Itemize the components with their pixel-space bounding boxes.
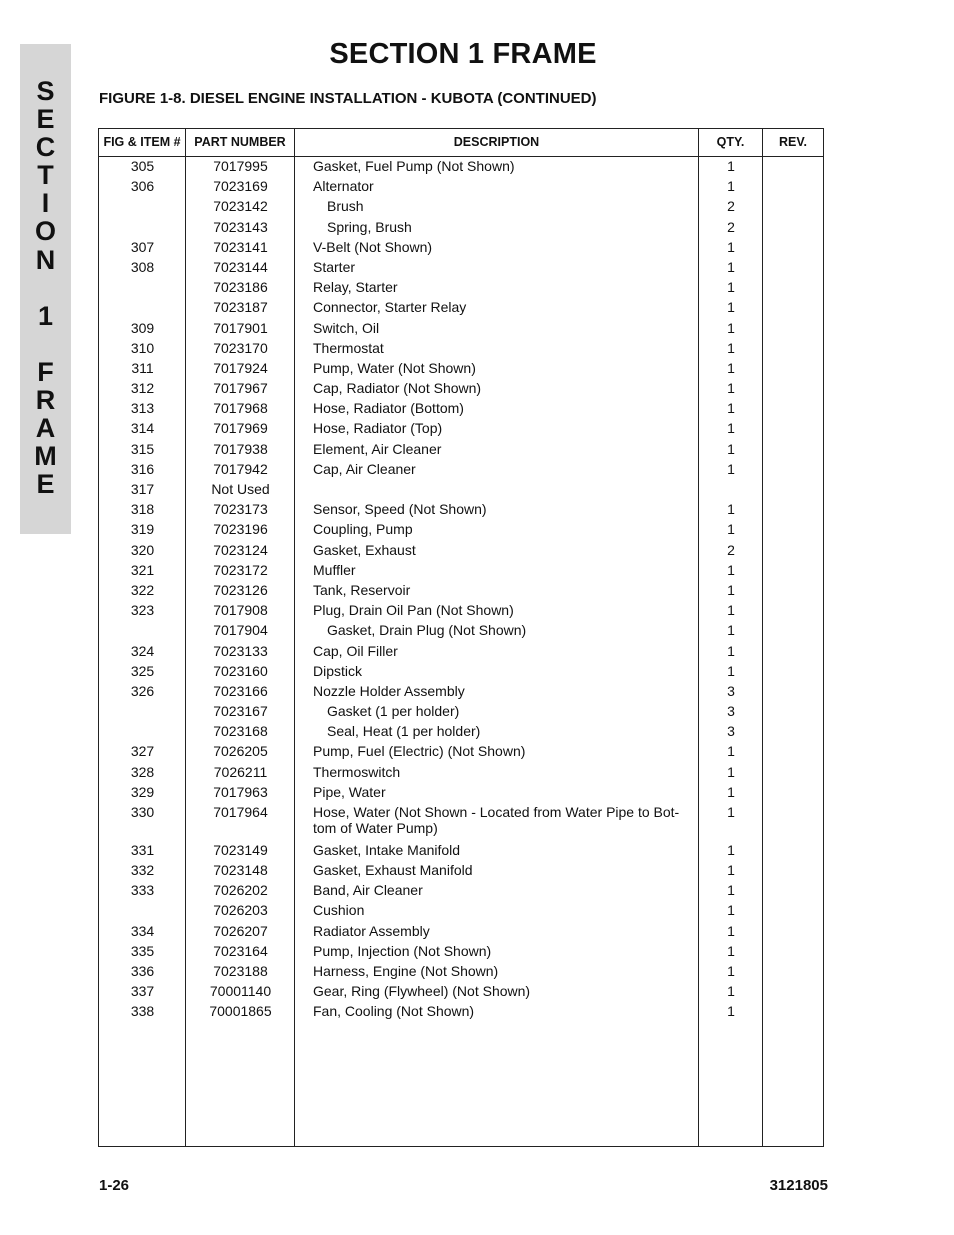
- cell-description: Thermoswitch: [313, 763, 401, 780]
- cell-description: Cap, Oil Filler: [313, 642, 398, 659]
- section-side-tab: [20, 44, 71, 534]
- cell-part-number: 7023188: [213, 962, 268, 979]
- cell-description: Pipe, Water: [313, 783, 386, 800]
- cell-description: Alternator: [313, 178, 374, 195]
- figure-title: FIGURE 1-8. DIESEL ENGINE INSTALLATION - KUBOTA (CONTINUED): [99, 90, 597, 107]
- cell-qty: 1: [727, 158, 735, 174]
- side-tab-letter: F: [37, 356, 54, 387]
- cell-description: Gear, Ring (Flywheel) (Not Shown): [313, 983, 531, 1000]
- cell-item-number: 318: [130, 501, 155, 518]
- table-row: [99, 662, 823, 682]
- cell-part-number: 7023173: [213, 501, 268, 518]
- cell-qty: 1: [727, 743, 735, 760]
- cell-description: Element, Air Cleaner: [313, 440, 442, 457]
- cell-part-number: 7017901: [213, 319, 268, 336]
- table-row: [99, 962, 823, 982]
- cell-qty: 3: [727, 703, 735, 720]
- cell-description: Seal, Heat (1 per holder): [327, 723, 481, 740]
- cell-item-number: 332: [130, 861, 155, 878]
- cell-qty: 1: [727, 238, 735, 255]
- cell-qty: 1: [727, 983, 735, 1000]
- table-row: [99, 763, 823, 783]
- side-tab-letter: M: [34, 441, 57, 472]
- cell-part-number: 7023124: [213, 541, 268, 558]
- side-tab-letter: E: [36, 104, 55, 135]
- cell-description: Gasket, Exhaust Manifold: [313, 861, 473, 878]
- table-row: [99, 861, 823, 881]
- table-row: [99, 742, 823, 762]
- cell-qty: 1: [727, 642, 735, 659]
- cell-part-number: 7023170: [213, 339, 268, 356]
- header-item: FIG & ITEM #: [103, 135, 181, 149]
- cell-qty: 1: [727, 299, 735, 316]
- cell-qty: 1: [727, 602, 735, 619]
- cell-description: Tank, Reservoir: [313, 581, 411, 598]
- cell-description: Hose, Radiator (Top): [313, 420, 443, 437]
- section-title: SECTION 1 FRAME: [329, 38, 597, 70]
- cell-qty: 1: [727, 622, 735, 639]
- cell-description: Gasket (1 per holder): [327, 703, 460, 720]
- cell-description: Radiator Assembly: [313, 922, 430, 939]
- cell-part-number: 7023144: [213, 258, 268, 275]
- header-qty: QTY.: [716, 135, 745, 149]
- table-row: [99, 298, 823, 318]
- table-row: [99, 783, 823, 803]
- side-tab-letter: N: [35, 244, 56, 275]
- cell-item-number: 308: [130, 258, 155, 275]
- table-row: [99, 881, 823, 901]
- cell-item-number: 337: [130, 983, 155, 1000]
- cell-part-number: 7017942: [213, 460, 268, 477]
- header-rev: REV.: [778, 135, 808, 149]
- table-row: [99, 399, 823, 419]
- cell-item-number: 309: [130, 319, 155, 336]
- table-row: [99, 541, 823, 561]
- cell-item-number: 329: [130, 783, 155, 800]
- cell-part-number: 7023143: [213, 218, 268, 235]
- cell-item-number: 331: [130, 841, 155, 858]
- table-row: [99, 460, 823, 480]
- cell-description: Gasket, Drain Plug (Not Shown): [327, 622, 527, 639]
- cell-item-number: 305: [130, 158, 155, 174]
- table-row: [99, 258, 823, 278]
- cell-description: Gasket, Intake Manifold: [313, 841, 461, 858]
- cell-description: Cushion: [313, 902, 365, 919]
- header-part-number: PART NUMBER: [194, 135, 286, 149]
- cell-qty: 1: [727, 178, 735, 195]
- cell-description: Pump, Fuel (Electric) (Not Shown): [313, 743, 526, 760]
- cell-part-number: 7023172: [213, 561, 268, 578]
- cell-qty: 3: [727, 682, 735, 699]
- cell-description: Plug, Drain Oil Pan (Not Shown): [313, 602, 514, 619]
- table-body: [99, 157, 823, 1022]
- cell-description: Gasket, Exhaust: [313, 541, 416, 558]
- cell-qty: 1: [727, 804, 735, 820]
- cell-part-number: 7023168: [213, 723, 268, 740]
- cell-item-number: 314: [130, 420, 155, 437]
- cell-description: Spring, Brush: [327, 218, 412, 235]
- cell-item-number: 325: [130, 662, 155, 679]
- cell-item-number: 328: [130, 763, 155, 780]
- table-row: [99, 157, 823, 177]
- cell-description: Pump, Water (Not Shown): [313, 359, 476, 376]
- cell-qty: 1: [727, 561, 735, 578]
- cell-description: V-Belt (Not Shown): [313, 238, 433, 255]
- cell-qty: 1: [727, 1003, 735, 1020]
- cell-qty: 1: [727, 420, 735, 437]
- table-row: [99, 440, 823, 460]
- cell-qty: 1: [727, 521, 735, 538]
- table-row: [99, 803, 823, 841]
- cell-qty: 3: [727, 723, 735, 740]
- table-row: [99, 601, 823, 621]
- cell-part-number: 7026211: [213, 763, 268, 780]
- table-row: [99, 339, 823, 359]
- table-row: [99, 621, 823, 641]
- table-row: [99, 642, 823, 662]
- table-row: [99, 722, 823, 742]
- cell-item-number: 315: [130, 440, 155, 457]
- cell-part-number: 7026207: [213, 922, 268, 939]
- cell-qty: 2: [727, 541, 735, 558]
- cell-description: Band, Air Cleaner: [313, 882, 423, 899]
- side-tab-letter: T: [37, 160, 54, 191]
- cell-item-number: 313: [130, 400, 155, 417]
- cell-part-number: 7023167: [213, 703, 268, 720]
- cell-item-number: 316: [130, 460, 155, 477]
- table-row: [99, 238, 823, 258]
- cell-part-number: 7023148: [213, 861, 268, 878]
- cell-item-number: 335: [130, 942, 155, 959]
- cell-qty: 1: [727, 258, 735, 275]
- cell-part-number: 7023169: [213, 178, 268, 195]
- table-row: [99, 379, 823, 399]
- table-row: [99, 982, 823, 1002]
- cell-description: Cap, Radiator (Not Shown): [313, 380, 482, 397]
- table-row: [99, 520, 823, 540]
- cell-part-number: 7017968: [213, 400, 268, 417]
- cell-part-number: 7023133: [213, 642, 268, 659]
- cell-item-number: 327: [130, 743, 155, 760]
- cell-qty: 1: [727, 279, 735, 296]
- cell-part-number: Not Used: [211, 481, 270, 497]
- cell-qty: 1: [727, 861, 735, 878]
- cell-qty: 1: [727, 400, 735, 417]
- cell-description: Brush: [327, 198, 364, 215]
- cell-part-number: 7023141: [213, 238, 268, 255]
- cell-qty: 1: [727, 662, 735, 679]
- side-tab-letter: E: [36, 469, 55, 500]
- cell-part-number: 7026205: [213, 743, 268, 760]
- cell-description: Fan, Cooling (Not Shown): [313, 1003, 475, 1020]
- cell-part-number: 7017963: [213, 783, 268, 800]
- cell-qty: 1: [727, 460, 735, 477]
- cell-description: Nozzle Holder Assembly: [313, 682, 465, 699]
- cell-item-number: 338: [130, 1003, 155, 1020]
- cell-qty: 1: [727, 359, 735, 376]
- cell-description: Cap, Air Cleaner: [313, 460, 416, 477]
- side-tab-letter: C: [35, 132, 56, 163]
- cell-qty: 1: [727, 902, 735, 919]
- cell-item-number: 317: [130, 481, 155, 497]
- cell-qty: 1: [727, 942, 735, 959]
- cell-qty: 1: [727, 783, 735, 800]
- cell-part-number: 7023160: [213, 662, 268, 679]
- cell-part-number: 7026202: [213, 882, 268, 899]
- side-tab-letter: A: [35, 413, 56, 444]
- cell-part-number: 70001140: [209, 983, 272, 1000]
- cell-description: Muffler: [313, 561, 356, 578]
- cell-description: Coupling, Pump: [313, 521, 413, 538]
- cell-qty: 1: [727, 763, 735, 780]
- cell-part-number: 7017908: [213, 602, 268, 619]
- cell-item-number: 311: [131, 359, 154, 376]
- cell-part-number: 7023196: [213, 521, 268, 538]
- table-row: [99, 922, 823, 942]
- table-row: [99, 561, 823, 581]
- cell-item-number: 333: [130, 882, 155, 899]
- cell-part-number: 7026203: [213, 902, 268, 919]
- cell-description: Starter: [313, 258, 356, 275]
- table-row: [99, 419, 823, 439]
- cell-description: Pump, Injection (Not Shown): [313, 942, 492, 959]
- cell-part-number: 7017904: [213, 622, 268, 639]
- side-tab-letter: R: [35, 385, 56, 416]
- cell-qty: 1: [727, 962, 735, 979]
- cell-part-number: 7017964: [213, 804, 268, 820]
- parts-table: [98, 128, 824, 1147]
- cell-part-number: 7017967: [213, 380, 268, 397]
- cell-part-number: 7017938: [213, 440, 268, 457]
- table-row: [99, 359, 823, 379]
- cell-item-number: 322: [130, 581, 155, 598]
- table-row: [99, 480, 823, 500]
- cell-description: Harness, Engine (Not Shown): [313, 962, 499, 979]
- cell-part-number: 7023126: [213, 581, 268, 598]
- cell-qty: 1: [727, 440, 735, 457]
- cell-item-number: 307: [130, 238, 155, 255]
- side-tab-letter: I: [41, 188, 50, 219]
- cell-qty: 1: [727, 339, 735, 356]
- cell-item-number: 326: [130, 682, 155, 699]
- cell-item-number: 319: [130, 521, 155, 538]
- cell-part-number: 7023186: [213, 279, 268, 296]
- cell-qty: 2: [727, 218, 735, 235]
- cell-description: Thermostat: [313, 339, 384, 356]
- cell-qty: 1: [727, 501, 735, 518]
- page-number: 1-26: [99, 1177, 130, 1194]
- cell-description: Hose, Radiator (Bottom): [313, 400, 464, 417]
- side-tab-letter: S: [36, 76, 55, 106]
- cell-item-number: 324: [130, 642, 155, 659]
- side-tab-letter: O: [34, 216, 56, 247]
- side-tab-letters: [20, 77, 71, 498]
- cell-part-number: 7023149: [213, 841, 268, 858]
- cell-description: Dipstick: [313, 662, 363, 679]
- cell-item-number: 310: [130, 339, 155, 356]
- cell-part-number: 7017995: [213, 158, 268, 174]
- cell-description: Relay, Starter: [313, 279, 398, 296]
- cell-qty: 1: [727, 841, 735, 858]
- cell-qty: 1: [727, 882, 735, 899]
- cell-item-number: 306: [130, 178, 155, 195]
- table-row: [99, 682, 823, 702]
- table-row: [99, 901, 823, 921]
- cell-qty: 1: [727, 581, 735, 598]
- table-row: [99, 942, 823, 962]
- cell-part-number: 7017969: [213, 420, 268, 437]
- cell-qty: 1: [727, 319, 735, 336]
- table-row: [99, 841, 823, 861]
- cell-part-number: 7017924: [213, 359, 268, 376]
- cell-part-number: 70001865: [209, 1003, 272, 1020]
- table-row: [99, 1002, 823, 1022]
- cell-item-number: 320: [130, 541, 155, 558]
- cell-part-number: 7023187: [213, 299, 268, 316]
- cell-qty: 1: [727, 922, 735, 939]
- cell-item-number: 330: [130, 804, 155, 820]
- cell-description: Sensor, Speed (Not Shown): [313, 501, 487, 518]
- cell-item-number: 334: [130, 922, 155, 939]
- cell-description: Connector, Starter Relay: [313, 299, 467, 316]
- table-row: [99, 319, 823, 339]
- table-row: [99, 581, 823, 601]
- cell-item-number: 312: [130, 380, 155, 397]
- cell-item-number: 321: [130, 561, 155, 578]
- cell-part-number: 7023142: [213, 198, 268, 215]
- side-tab-letter: 1: [37, 300, 54, 331]
- table-row: [99, 500, 823, 520]
- table-row: [99, 702, 823, 722]
- table-row: [99, 278, 823, 298]
- cell-description: Switch, Oil: [313, 319, 380, 336]
- cell-description: Gasket, Fuel Pump (Not Shown): [313, 158, 515, 174]
- cell-item-number: 336: [130, 962, 155, 979]
- cell-part-number: 7023166: [213, 682, 268, 699]
- header-description: DESCRIPTION: [453, 135, 540, 149]
- cell-item-number: 323: [130, 602, 155, 619]
- table-row: [99, 218, 823, 238]
- cell-description: Hose, Water (Not Shown - Located from Water Pipe to Bot-tom of Water Pump): [313, 804, 680, 836]
- cell-qty: 2: [727, 198, 735, 215]
- cell-part-number: 7023164: [213, 942, 268, 959]
- table-row: [99, 197, 823, 217]
- cell-qty: 1: [727, 380, 735, 397]
- table-row: [99, 177, 823, 197]
- document-number: 3121805: [769, 1177, 828, 1194]
